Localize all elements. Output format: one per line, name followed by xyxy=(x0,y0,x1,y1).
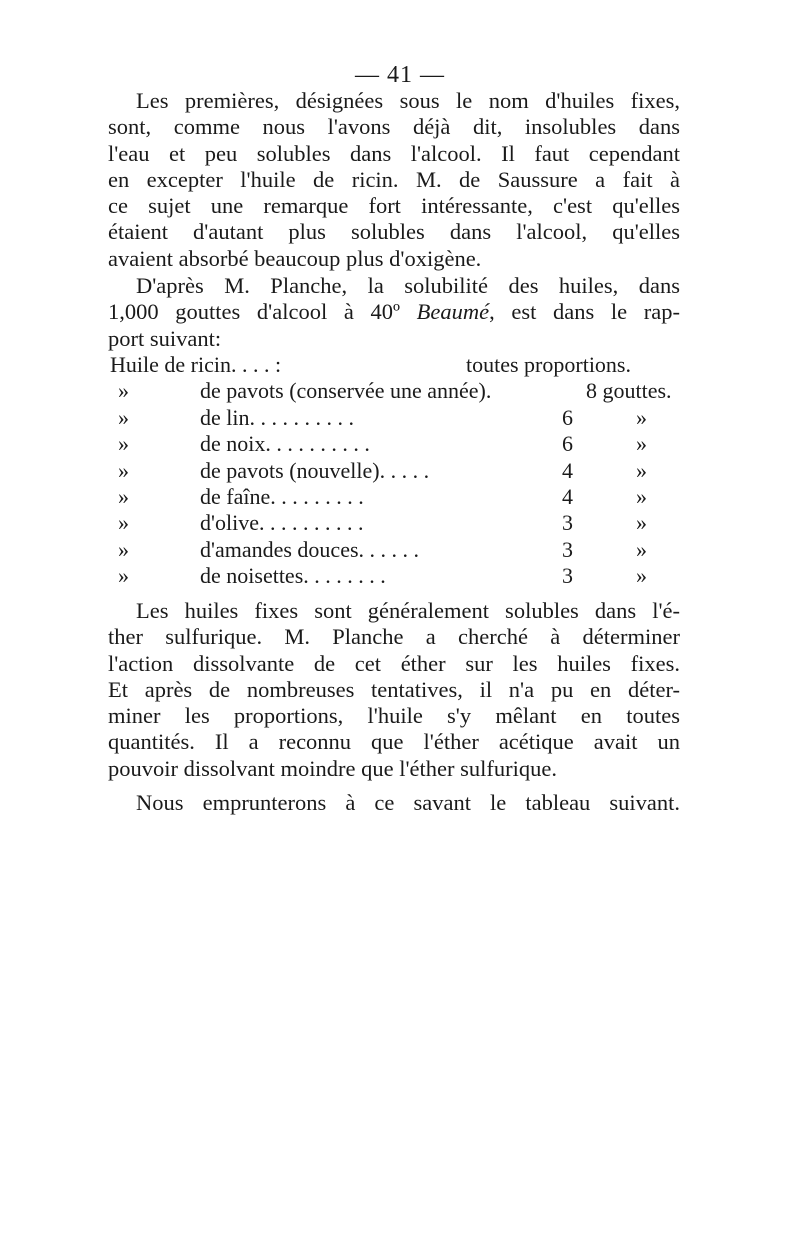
table-row xyxy=(108,405,683,431)
ditto-unit: » xyxy=(636,510,647,536)
text-line: quantités. Il a reconnu que l'éther acétique avait un xyxy=(108,729,680,755)
ditto-mark: » xyxy=(118,536,129,562)
ditto-unit: » xyxy=(636,536,647,562)
table-row xyxy=(108,510,683,536)
ditto-unit: » xyxy=(636,404,647,430)
solubility-table xyxy=(108,352,683,590)
text-line: en excepter l'huile de ricin. M. de Saussure a fait à xyxy=(108,166,680,192)
text-line: avaient absorbé beaucoup plus d'oxigène. xyxy=(108,245,482,271)
ditto-mark: » xyxy=(118,563,129,589)
oil-name: de noisettes. . . . . . . . xyxy=(200,563,386,589)
text-line: D'après M. Planche, la solubilité des huiles, dans xyxy=(136,273,680,298)
paragraph-huiles-fixes xyxy=(108,88,680,272)
ditto-unit: » xyxy=(636,563,647,589)
table-row xyxy=(108,431,683,457)
ditto-unit: » xyxy=(636,431,647,457)
paragraph-ether xyxy=(108,598,680,782)
oil-name: de lin. . . . . . . . . . xyxy=(200,404,354,430)
table-row xyxy=(108,352,683,378)
text-line: ce sujet une remarque fort intéressante, c'est qu'elles xyxy=(108,193,680,219)
text-line: Nous emprunterons à ce savant le tableau suivant. xyxy=(136,790,680,815)
text-line: pouvoir dissolvant moindre que l'éther sulfurique. xyxy=(108,755,557,781)
ditto-mark: » xyxy=(118,510,129,536)
ditto-mark: » xyxy=(118,483,129,509)
text-line: port suivant: xyxy=(108,325,222,351)
ditto-unit: » xyxy=(636,483,647,509)
ditto-mark: » xyxy=(118,404,129,430)
oil-name: de pavots (conservée une année). xyxy=(200,378,492,404)
text-line: l'action dissolvante de cet éther sur les huiles fixes. xyxy=(108,650,680,676)
italic-term: Beaumé xyxy=(416,299,490,325)
text-segment: 1,000 gouttes d'alcool à 40º xyxy=(108,299,417,325)
text-line: Les huiles fixes sont généralement solubles dans l'é- xyxy=(136,598,680,623)
drops-value: 4 xyxy=(562,457,573,483)
drops-value: 3 xyxy=(562,510,573,536)
drops-value: toutes proportions. xyxy=(466,352,631,377)
page-number: — 41 — xyxy=(355,62,445,88)
oil-name: de noix. . . . . . . . . . xyxy=(200,431,370,457)
text-line xyxy=(108,299,680,325)
drops-value: 8 gouttes. xyxy=(586,378,672,404)
text-line: l'eau et peu solubles dans l'alcool. Il faut cependant xyxy=(108,140,680,166)
oil-name: d'olive. . . . . . . . . . xyxy=(200,510,364,536)
text-line: Les premières, désignées sous le nom d'huiles fixes, xyxy=(136,88,680,113)
table-row xyxy=(108,378,683,404)
drops-value: 6 xyxy=(562,431,573,457)
drops-value: 3 xyxy=(562,563,573,589)
paragraph-tableau xyxy=(108,790,680,816)
table-row xyxy=(108,484,683,510)
table-row xyxy=(108,458,683,484)
text-line: miner les proportions, l'huile s'y mêlant en toutes xyxy=(108,703,680,729)
ditto-unit: » xyxy=(636,457,647,483)
table-row xyxy=(108,537,683,563)
oil-name: de pavots (nouvelle). . . . . xyxy=(200,457,430,483)
oil-name: Huile de ricin. . . . : xyxy=(110,352,282,377)
text-segment: , est dans le rap- xyxy=(489,299,680,325)
text-line: étaient d'autant plus solubles dans l'alcool, qu'elles xyxy=(108,219,680,245)
text-line: sont, comme nous l'avons déjà dit, insolubles dans xyxy=(108,114,680,140)
text-line: ther sulfurique. M. Planche a cherché à déterminer xyxy=(108,624,680,650)
ditto-mark: » xyxy=(118,378,129,404)
text-line: Et après de nombreuses tentatives, il n'a pu en déter- xyxy=(108,676,680,702)
ditto-mark: » xyxy=(118,457,129,483)
oil-name: de faîne. . . . . . . . . xyxy=(200,483,364,509)
paragraph-planche xyxy=(108,273,680,352)
drops-value: 3 xyxy=(562,536,573,562)
table-row xyxy=(108,563,683,589)
drops-value: 4 xyxy=(562,483,573,509)
drops-value: 6 xyxy=(562,404,573,430)
oil-name: d'amandes douces. . . . . . xyxy=(200,536,420,562)
ditto-mark: » xyxy=(118,431,129,457)
